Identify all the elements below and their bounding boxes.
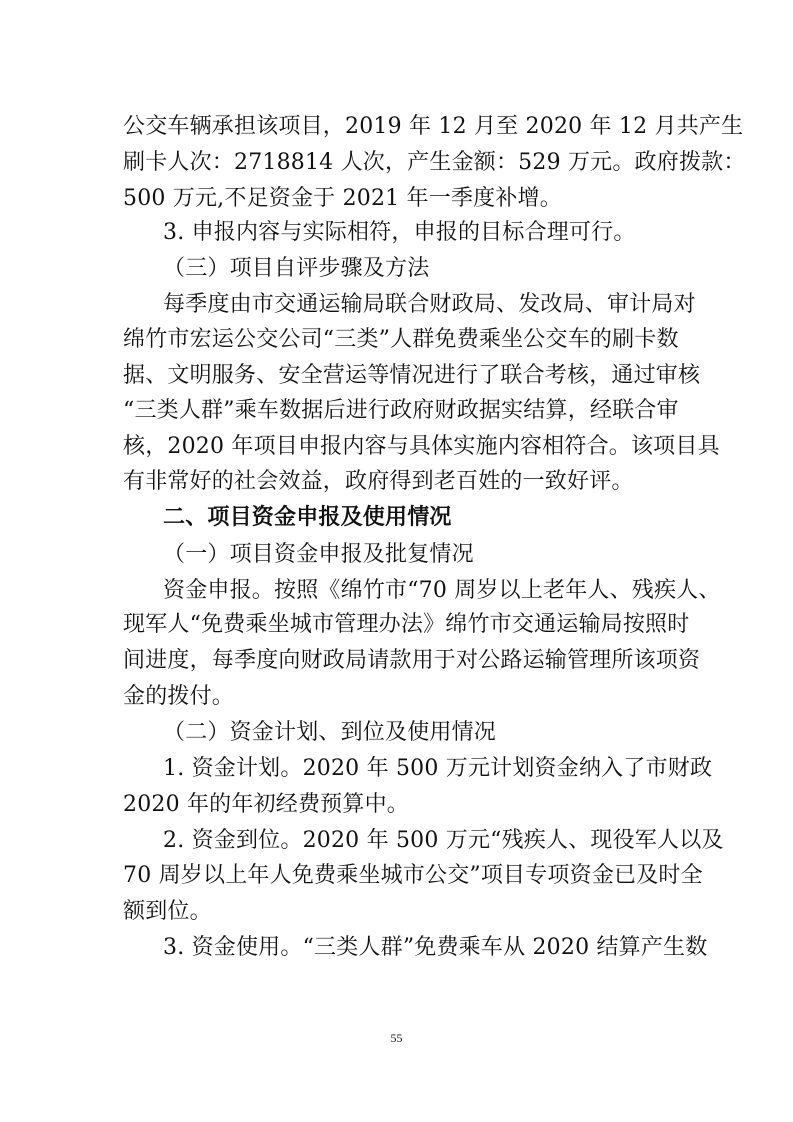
subsection-heading: （二）资金计划、到位及使用情况 <box>163 720 497 745</box>
section-heading: 二、项目资金申报及使用情况 <box>163 505 452 530</box>
subsection-heading: （一）项目资金申报及批复情况 <box>163 542 474 567</box>
body-text-line: 刷卡人次：2718814 人次，产生金额：529 万元。政府拨款： <box>123 150 746 175</box>
body-text-line: 绵竹市宏运公交公司“三类”人群免费乘坐公交车的刷卡数 <box>123 327 679 352</box>
body-text-line: 500 万元,不足资金于 2021 年一季度补增。 <box>123 186 562 211</box>
body-text-line: 1. 资金计划。2020 年 500 万元计划资金纳入了市财政 <box>163 756 713 781</box>
body-text-line: 70 周岁以上年人免费乘坐城市公交”项目专项资金已及时全 <box>123 863 703 888</box>
body-text-line: 2. 资金到位。2020 年 500 万元“残疾人、现役军人以及 <box>163 828 724 853</box>
body-text-line: “三类人群”乘车数据后进行政府财政据实结算，经联合审 <box>123 398 679 423</box>
subsection-heading: （三）项目自评步骤及方法 <box>163 256 430 281</box>
body-text-line: 有非常好的社会效益，政府得到老百姓的一致好评。 <box>123 469 634 494</box>
body-text-line: 资金申报。按照《绵竹市“70 周岁以上老年人、残疾人、 <box>163 578 721 603</box>
body-text-line: 3. 申报内容与实际相符，申报的目标合理可行。 <box>163 220 636 245</box>
body-text-line: 公交车辆承担该项目，2019 年 12 月至 2020 年 12 月共产生 <box>123 114 744 139</box>
body-text-line: 现军人“免费乘坐城市管理办法》绵竹市交通运输局按照时 <box>123 612 690 637</box>
body-text-line: 核，2020 年项目申报内容与具体实施内容相符合。该项目具 <box>123 434 720 459</box>
body-text-line: 间进度，每季度向财政局请款用于对公路运输管理所该项资 <box>123 648 701 673</box>
body-text-line: 2020 年的年初经费预算中。 <box>123 792 409 817</box>
body-text-line: 金的拨付。 <box>123 684 235 709</box>
page-number: 55 <box>390 1031 403 1045</box>
body-text-line: 3. 资金使用。“三类人群”免费乘车从 2020 结算产生数 <box>163 935 708 960</box>
body-text-line: 每季度由市交通运输局联合财政局、发改局、审计局对 <box>163 292 696 317</box>
body-text-line: 据、文明服务、安全营运等情况进行了联合考核，通过审核 <box>123 363 701 388</box>
body-text-line: 额到位。 <box>123 899 212 924</box>
